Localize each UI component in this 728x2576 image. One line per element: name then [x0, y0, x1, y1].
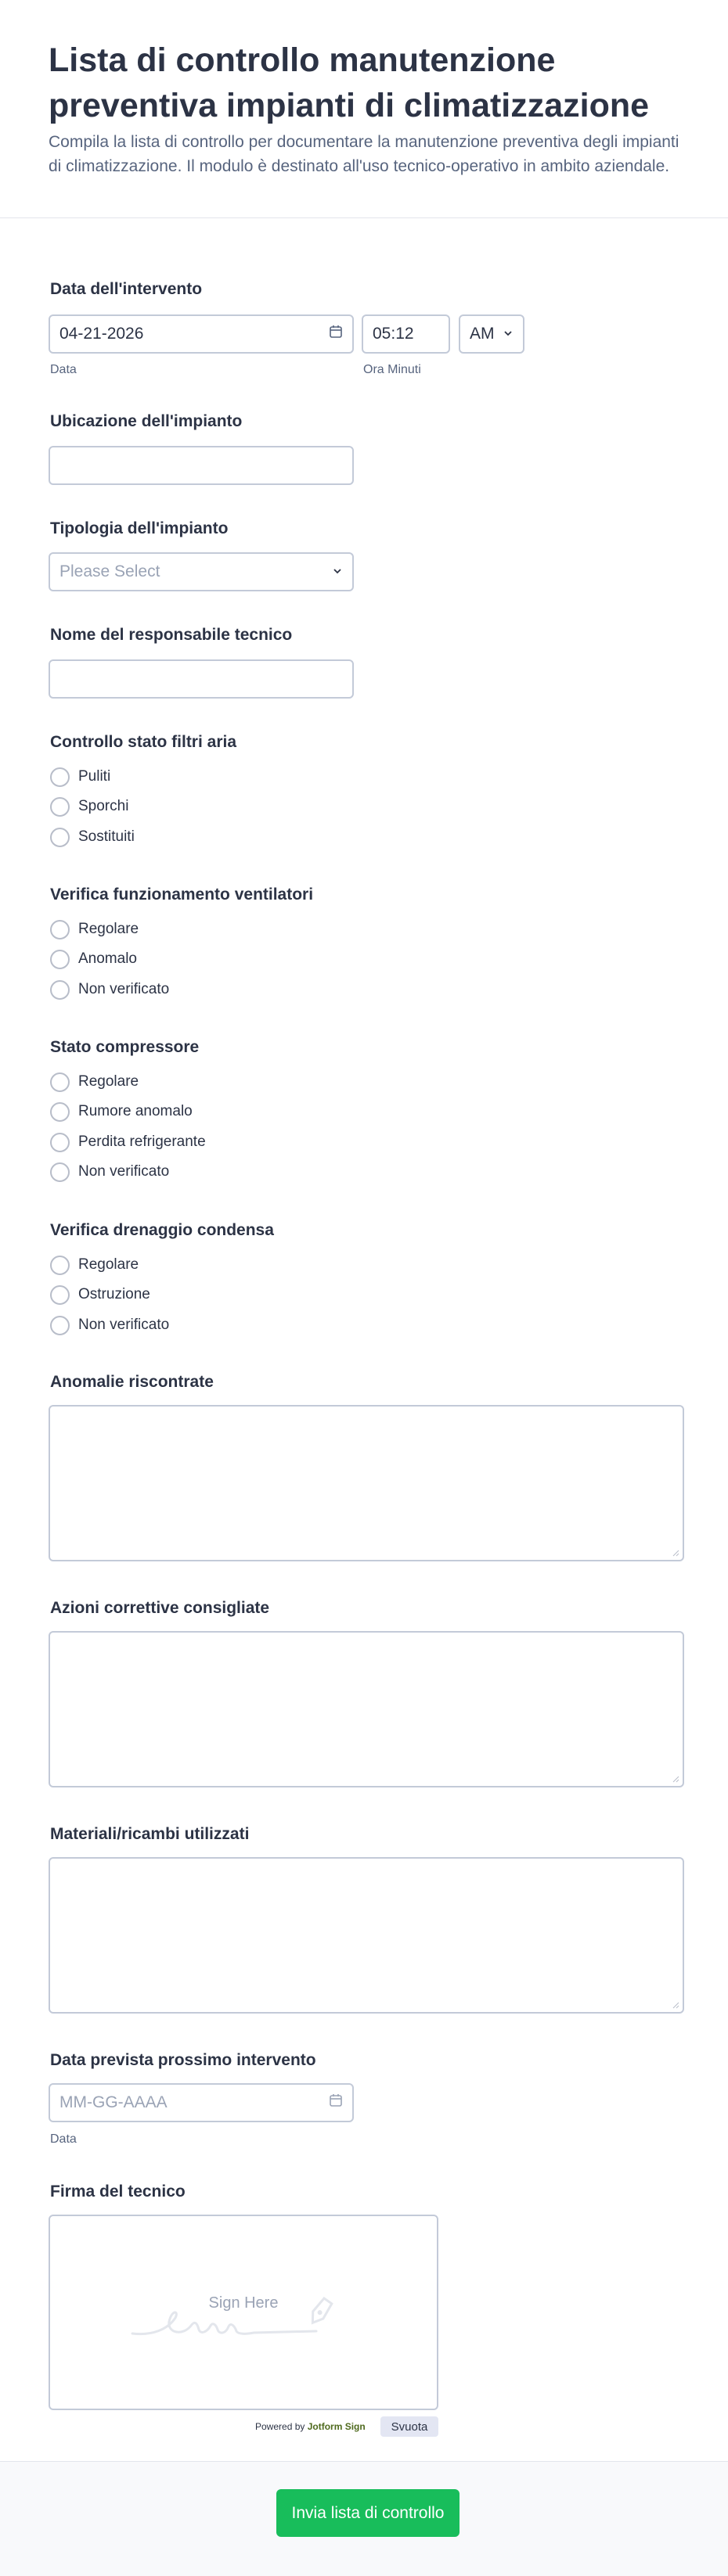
radio-option[interactable]: Regolare: [50, 918, 139, 940]
field-label: Firma del tecnico: [50, 2183, 186, 2201]
sign-here-hint: Sign Here: [208, 2294, 279, 2312]
radio-option[interactable]: Puliti: [50, 766, 110, 788]
submit-button[interactable]: Invia lista di controllo: [276, 2489, 460, 2537]
select-placeholder: Please Select: [59, 562, 160, 580]
radio-button[interactable]: [50, 920, 70, 940]
radio-button[interactable]: [50, 980, 70, 1000]
next-date-field: [50, 2051, 692, 2153]
radio-button[interactable]: [50, 767, 70, 787]
location-field: [50, 412, 692, 490]
calendar-icon[interactable]: [329, 2093, 343, 2112]
field-label: Data prevista prossimo intervento: [50, 2051, 316, 2069]
field-label: Azioni correttive consigliate: [50, 1599, 270, 1617]
radio-option[interactable]: Sporchi: [50, 796, 128, 817]
field-label: Controllo stato filtri aria: [50, 733, 237, 751]
radio-option[interactable]: Non verificato: [50, 1161, 169, 1183]
radio-button[interactable]: [50, 1285, 70, 1305]
materials-field: [50, 1825, 692, 2017]
radio-button[interactable]: [50, 1162, 70, 1182]
date-time-field: [50, 280, 692, 382]
radio-button[interactable]: [50, 950, 70, 969]
ampm-select[interactable]: [459, 314, 524, 354]
radio-button[interactable]: [50, 797, 70, 817]
radio-option[interactable]: Ostruzione: [50, 1284, 150, 1306]
system-type-select[interactable]: [49, 552, 354, 591]
signature-scribble-icon: [128, 2290, 355, 2345]
radio-button[interactable]: [50, 1072, 70, 1092]
radio-option[interactable]: Non verificato: [50, 979, 169, 1001]
signature-field: [50, 2183, 692, 2441]
field-label: Materiali/ricambi utilizzati: [50, 1825, 250, 1843]
radio-button[interactable]: [50, 1256, 70, 1275]
form-title: Lista di controllo manutenzione preventiva impianti di climatizzazione: [49, 41, 650, 124]
radio-button[interactable]: [50, 1102, 70, 1122]
date-input[interactable]: [49, 314, 354, 354]
radio-option[interactable]: Rumore anomalo: [50, 1101, 193, 1123]
field-label: Ubicazione dell'impianto: [50, 412, 243, 430]
radio-option[interactable]: Perdita refrigerante: [50, 1131, 206, 1153]
system-type-field: [50, 519, 692, 598]
radio-option[interactable]: Non verificato: [50, 1314, 169, 1336]
manager-field: [50, 626, 692, 704]
actions-field: [50, 1599, 692, 1791]
form-description: Compila la lista di controllo per documentare la manutenzione preventiva degli impianti di climatizzazione. Il modulo è destinato all'uso tecnico-operativo in ambito aziendale.: [49, 133, 679, 175]
resize-handle-icon[interactable]: [672, 2001, 679, 2009]
time-value: 05:12: [373, 325, 414, 343]
location-input[interactable]: [49, 446, 354, 485]
time-input[interactable]: [362, 314, 450, 354]
date-sublabel: Data: [50, 363, 77, 376]
ampm-value: AM: [470, 325, 495, 343]
field-label: Nome del responsabile tecnico: [50, 626, 293, 644]
date-value: 04-21-2026: [59, 325, 144, 343]
radio-option[interactable]: Anomalo: [50, 948, 137, 970]
field-label: Stato compressore: [50, 1038, 200, 1056]
field-label: Verifica funzionamento ventilatori: [50, 886, 314, 904]
time-sublabel: Ora Minuti: [363, 363, 421, 376]
radio-button[interactable]: [50, 1133, 70, 1152]
fans-field: [50, 886, 692, 1003]
field-label: Anomalie riscontrate: [50, 1373, 214, 1391]
anomalies-field: [50, 1373, 692, 1565]
date-sublabel: Data: [50, 2132, 77, 2146]
powered-by: Powered by Jotform Sign: [255, 2421, 366, 2432]
radio-option[interactable]: Sostituiti: [50, 826, 135, 848]
next-date-input[interactable]: [49, 2083, 354, 2122]
radio-button[interactable]: [50, 1316, 70, 1335]
field-label: Tipologia dell'impianto: [50, 519, 229, 537]
chevron-down-icon: [332, 562, 343, 581]
anomalies-textarea[interactable]: [49, 1405, 684, 1561]
clear-signature-button[interactable]: Svuota: [380, 2416, 438, 2437]
resize-handle-icon[interactable]: [672, 1549, 679, 1557]
radio-button[interactable]: [50, 828, 70, 847]
actions-textarea[interactable]: [49, 1631, 684, 1787]
radio-option[interactable]: Regolare: [50, 1254, 139, 1276]
compressor-field: [50, 1038, 692, 1187]
jotform-sign-brand: Jotform Sign: [307, 2421, 366, 2432]
materials-textarea[interactable]: [49, 1857, 684, 2014]
form-header: [0, 0, 728, 218]
resize-handle-icon[interactable]: [672, 1775, 679, 1783]
signature-pad[interactable]: [49, 2215, 438, 2410]
manager-input[interactable]: [49, 659, 354, 699]
field-label: Data dell'intervento: [50, 280, 203, 298]
date-placeholder: MM-GG-AAAA: [59, 2093, 168, 2111]
filters-field: [50, 733, 692, 850]
calendar-icon[interactable]: [329, 325, 343, 343]
radio-option[interactable]: Regolare: [50, 1071, 139, 1093]
field-label: Verifica drenaggio condensa: [50, 1221, 274, 1239]
drainage-field: [50, 1221, 692, 1338]
chevron-down-icon: [503, 325, 514, 343]
